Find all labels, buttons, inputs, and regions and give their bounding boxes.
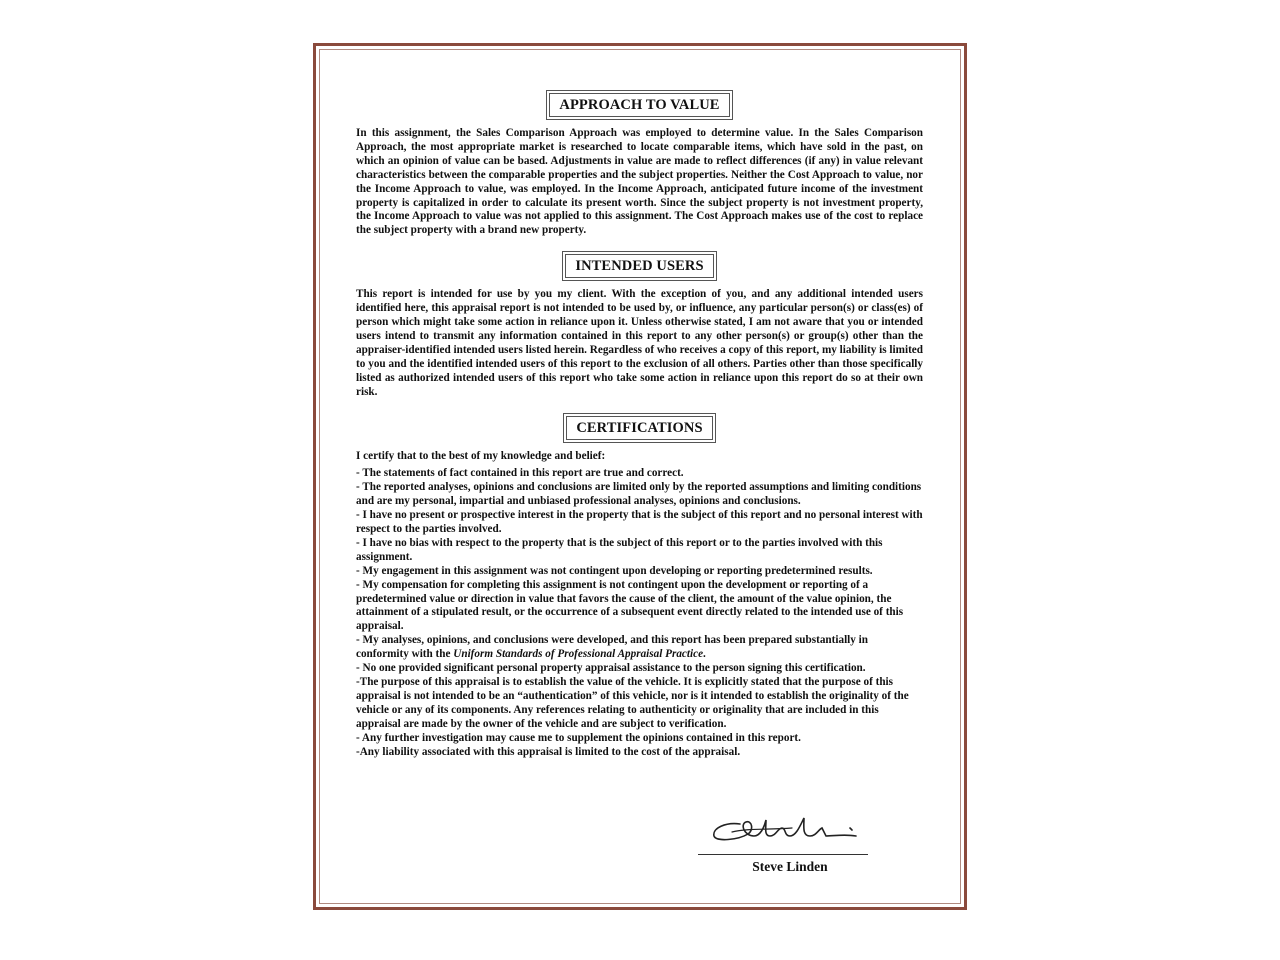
- users-heading-wrap: [356, 251, 923, 281]
- approach-heading-wrap: [356, 90, 923, 120]
- users-heading: INTENDED USERS: [565, 254, 713, 278]
- certifications-heading: CERTIFICATIONS: [566, 416, 712, 440]
- approach-heading-box: [546, 90, 732, 120]
- cert-item: - My engagement in this assignment was not contingent upon developing or reporting predetermined results.: [356, 564, 873, 577]
- cert-item: - The statements of fact contained in this report are true and correct.: [356, 467, 684, 480]
- approach-paragraph: In this assignment, the Sales Comparison Approach was employed to determine value. In the Sales Comparison Approach, the most appropriate market is researched to locate comparable items, which have sold in the past, on which an opinion of value can be based. Adjustments in value are made to reflect differences (if any) in value relevant characteristics between the comparable properties and the subject properties. Neither the Cost Approach to value, nor the Income Approach to value, was employed. In the Income Approach, anticipated future income of the investment property is capitalized in order to calculate its present worth. Since the subject property is not investment property, the Income Approach to value was not applied to this assignment. The Cost Approach makes use of the cost to replace the subject property with a brand new property.: [356, 127, 923, 237]
- cert-item: -Any liability associated with this appraisal is limited to the cost of the appraisal.: [356, 745, 741, 758]
- signature-line: [698, 854, 868, 855]
- uspap-title: Uniform Standards of Professional Appraisal Practice: [453, 648, 704, 661]
- cert-item: - Any further investigation may cause me to supplement the opinions contained in this report.: [356, 731, 801, 744]
- certifications-intro: I certify that to the best of my knowledge and belief:: [356, 449, 606, 462]
- certifications-list: [356, 467, 923, 759]
- users-heading-box: [562, 251, 716, 281]
- signature-icon: [708, 806, 868, 854]
- uspap-prefix: - My analyses, opinions, and conclusions were developed, and this report has been prepared substantially in conformity with the: [356, 634, 869, 661]
- uspap-suffix: .: [703, 648, 706, 661]
- cert-item: - No one provided significant personal property appraisal assistance to the person signing this certification.: [356, 662, 866, 675]
- signature-block: [698, 806, 868, 876]
- cert-item: - I have no present or prospective interest in the property that is the subject of this report and no personal interest with respect to the parties involved.: [356, 509, 923, 536]
- cert-item-uspap: [356, 634, 923, 662]
- document-page: [313, 43, 967, 910]
- cert-item: - I have no bias with respect to the property that is the subject of this report or to the parties involved with this assignment.: [356, 536, 883, 563]
- users-paragraph: This report is intended for use by you my client. With the exception of you, and any additional intended users identified here, this appraisal report is not intended to be used by, or influence, any particular person(s) or class(es) of person which might take some action in reliance upon it. Unless otherwise stated, I am not aware that you or intended users intend to transmit any information contained in this report to any other person(s) or group(s) other than the appraiser-identified intended users listed herein. Regardless of who receives a copy of this report, my liability is limited to you and the identified intended users of this report to the exclusion of all others. Parties other than those specifically listed as authorized intended users of this report who take some action in reliance upon this report do so at their own risk.: [356, 288, 923, 398]
- cert-item: -The purpose of this appraisal is to establish the value of the vehicle. It is explicitly stated that the purpose of this appraisal is not intended to be an “authentication” of this vehicle, nor is it intended to establish the originality of the vehicle or any of its components. Any references relating to authenticity or originality that are included in this appraisal are made by the owner of the vehicle and are subject to verification.: [356, 676, 909, 730]
- cert-item: - My compensation for completing this assignment is not contingent upon the development or reporting of a predetermined value or direction in value that favors the cause of the client, the amount of the value opinion, the attainment of a stipulated result, or the occurrence of a subsequent event directly related to the intended use of this appraisal.: [356, 578, 904, 633]
- signer-name: Steve Linden: [752, 859, 828, 874]
- cert-item: - The reported analyses, opinions and conclusions are limited only by the reported assumptions and limiting conditions and are my personal, impartial and unbiased professional analyses, opinions and conclusions.: [356, 481, 922, 508]
- document-content: [356, 90, 923, 759]
- approach-heading: APPROACH TO VALUE: [549, 93, 729, 117]
- cert-heading-wrap: [356, 413, 923, 443]
- cert-heading-box: [563, 413, 715, 443]
